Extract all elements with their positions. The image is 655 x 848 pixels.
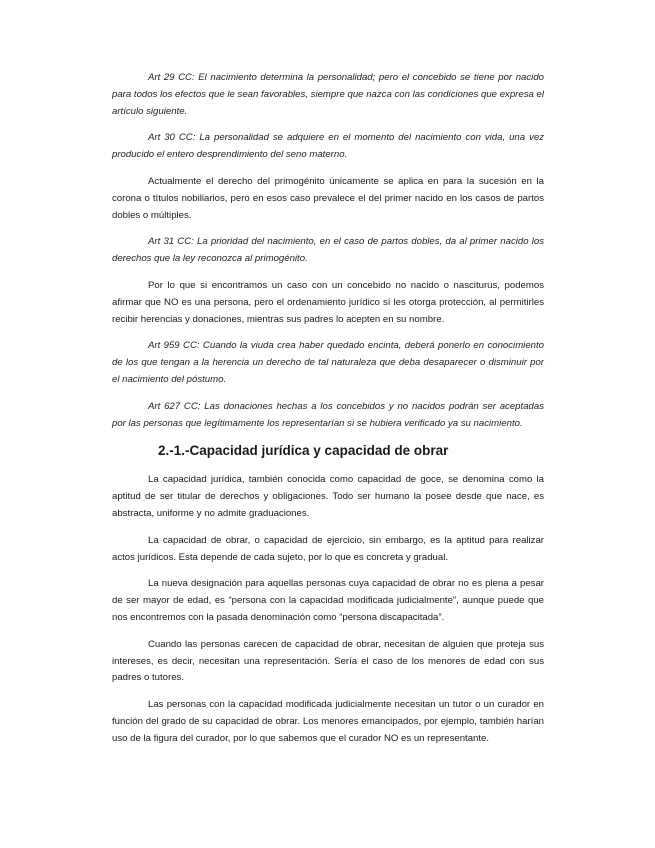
article-627-paragraph: Art 627 CC: Las donaciones hechas a los concebidos y no nacidos podrán ser aceptadas por las personas que legítimamente los representarían si se hubiera verificado ya su nacimiento.: [112, 400, 544, 429]
nueva-designacion-paragraph: La nueva designación para aquellas personas cuya capacidad de obrar no es plena a pesar de ser mayor de edad, es “persona con la capacidad modificada judicialmente”, aunque puede que nos encontremos con la pasada denominación como “persona discapacitada”.: [112, 578, 544, 623]
capacidad-juridica-paragraph: La capacidad jurídica, también conocida como capacidad de goce, se denomina como la aptitud de ser titular de derechos y obligaciones. Todo ser humano la posee desde que nace, es abstracta, uniforme y no admite graduaciones.: [112, 474, 544, 519]
article-30-paragraph: Art 30 CC: La personalidad se adquiere en el momento del nacimiento con vida, una vez producido el entero desprendimiento del seno materno.: [112, 132, 544, 161]
primogenito-paragraph: Actualmente el derecho del primogénito únicamente se aplica en para la sucesión en la corona o títulos nobiliarios, pero en esos caso prevalece el del primer nacido en los casos de partos dobles o múltiples.: [112, 175, 544, 221]
article-31-paragraph: Art 31 CC: La prioridad del nacimiento, en el caso de partos dobles, da al primer nacido los derechos que la ley reconozca al primogénito.: [112, 236, 544, 265]
curador-paragraph: Las personas con la capacidad modificada judicialmente necesitan un tutor o un curador en función del grado de su capacidad de obrar. Los menores emancipados, por ejemplo, también harían uso de la figura del curador, por lo que sabemos que el curador NO es un representante.: [112, 699, 544, 744]
section-heading: 2.-1.-Capacidad jurídica y capacidad de obrar: [158, 443, 449, 459]
capacidad-obrar-paragraph: La capacidad de obrar, o capacidad de ejercicio, sin embargo, es la aptitud para realizar actos jurídicos. Esta depende de cada sujeto, por lo que es concreta y gradual.: [112, 534, 544, 563]
article-29-paragraph: Art 29 CC: El nacimiento determina la personalidad; pero el concebido se tiene por nacido para todos los efectos que le sean favorables, siempre que nazca con las condiciones que expresa el artículo siguiente.: [112, 72, 544, 117]
document-body: [112, 70, 544, 758]
representacion-paragraph: Cuando las personas carecen de capacidad de obrar, necesitan de alguien que proteja sus intereses, es decir, necesitan una representación. Sería el caso de los menores de edad con sus padres o tutores.: [112, 638, 544, 684]
nasciturus-paragraph: Por lo que si encontramos un caso con un concebido no nacido o nasciturus, podemos afirmar que NO es una persona, pero el ordenamiento jurídico sí les otorga protección, al permitirles recibir herencias y donaciones, mientras sus padres lo acepten en su nombre.: [112, 279, 544, 325]
article-959-paragraph: Art 959 CC: Cuando la viuda crea haber quedado encinta, deberá ponerlo en conocimiento de los que tengan a la herencia un derecho de tal naturaleza que deba desaparecer o disminuir por el nacimiento del póstumo.: [112, 340, 544, 385]
